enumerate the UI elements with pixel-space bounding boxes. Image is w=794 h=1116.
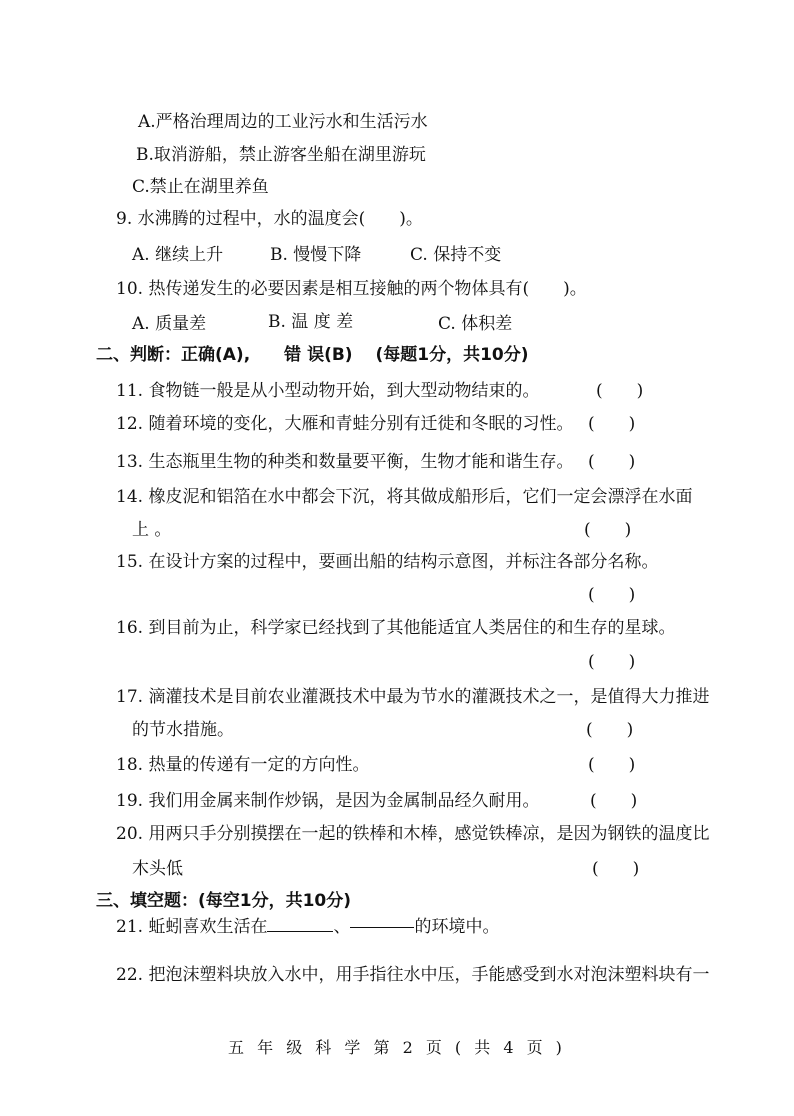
judgment-20-answer[interactable]: ( ) (592, 859, 640, 879)
judgment-19-answer[interactable]: ( ) (590, 791, 638, 811)
judgment-16-answer[interactable]: ( ) (588, 652, 636, 672)
judgment-18: 18. 热量的传递有一定的方向性。 (116, 755, 370, 775)
judgment-14: 14. 橡皮泥和铝箔在水中都会下沉，将其做成船形后，它们一定会漂浮在水面 (116, 487, 693, 507)
judgment-12: 12. 随着环境的变化，大雁和青蛙分别有迁徙和冬眠的习性。 (116, 414, 574, 434)
q21-prefix: 21. 蚯蚓喜欢生活在 (116, 917, 268, 937)
option-c-prev: C.禁止在湖里养鱼 (132, 177, 269, 197)
q10-option-b: B. 温 度 差 (268, 312, 354, 332)
q9-option-a: A. 继续上升 (132, 245, 224, 265)
question-9: 9. 水沸腾的过程中，水的温度会( )。 (116, 209, 423, 229)
q21-suffix: 的环境中。 (414, 917, 500, 937)
option-a-prev: A.严格治理周边的工业污水和生活污水 (138, 112, 428, 132)
judgment-15-answer[interactable]: ( ) (588, 585, 636, 605)
q21-blank-2[interactable] (350, 927, 414, 928)
q10-option-a: A. 质量差 (132, 314, 207, 334)
judgment-17-answer[interactable]: ( ) (586, 720, 634, 740)
question-22: 22. 把泡沫塑料块放入水中，用手指往水中压，手能感受到水对泡沫塑料块有一 (116, 965, 710, 985)
judgment-14-cont: 上 。 (132, 520, 172, 540)
section-3-title: 三、填空题：(每空1分，共10分) (96, 891, 352, 911)
judgment-15: 15. 在设计方案的过程中，要画出船的结构示意图，并标注各部分名称。 (116, 552, 659, 572)
judgment-12-answer[interactable]: ( ) (588, 414, 636, 434)
judgment-17-cont: 的节水措施。 (132, 720, 234, 740)
q21-blank-1[interactable] (267, 917, 333, 932)
judgment-13-answer[interactable]: ( ) (588, 452, 636, 472)
judgment-20-cont: 木头低 (132, 859, 183, 879)
judgment-11: 11. 食物链一般是从小型动物开始，到大型动物结束的。 (116, 381, 540, 401)
judgment-13: 13. 生态瓶里生物的种类和数量要平衡，生物才能和谐生存。 (116, 452, 574, 472)
judgment-19: 19. 我们用金属来制作炒锅，是因为金属制品经久耐用。 (116, 791, 540, 811)
q9-option-c: C. 保持不变 (410, 245, 502, 265)
judgment-20: 20. 用两只手分别摸摆在一起的铁棒和木棒，感觉铁棒凉，是因为钢铁的温度比 (116, 824, 710, 844)
section-2-title: 二、判断：正确(A), 错 误(B) (每题1分，共10分) (96, 345, 529, 365)
judgment-14-answer[interactable]: ( ) (584, 520, 632, 540)
q9-option-b: B. 慢慢下降 (270, 245, 362, 265)
judgment-18-answer[interactable]: ( ) (588, 755, 636, 775)
question-21 (116, 916, 499, 938)
judgment-11-answer[interactable]: ( ) (596, 381, 644, 401)
question-10: 10. 热传递发生的必要因素是相互接触的两个物体具有( )。 (116, 279, 587, 299)
judgment-17: 17. 滴灌技术是目前农业灌溉技术中最为节水的灌溉技术之一，是值得大力推进 (116, 687, 710, 707)
option-b-prev: B.取消游船，禁止游客坐船在湖里游玩 (136, 145, 426, 165)
q10-option-c: C. 体积差 (438, 314, 513, 334)
judgment-16: 16. 到目前为止，科学家已经找到了其他能适宜人类居住的和生存的星球。 (116, 618, 676, 638)
q21-separator: 、 (333, 917, 351, 937)
page-footer: 五 年 级 科 学 第 2 页 ( 共 4 页 ) (228, 1038, 566, 1057)
